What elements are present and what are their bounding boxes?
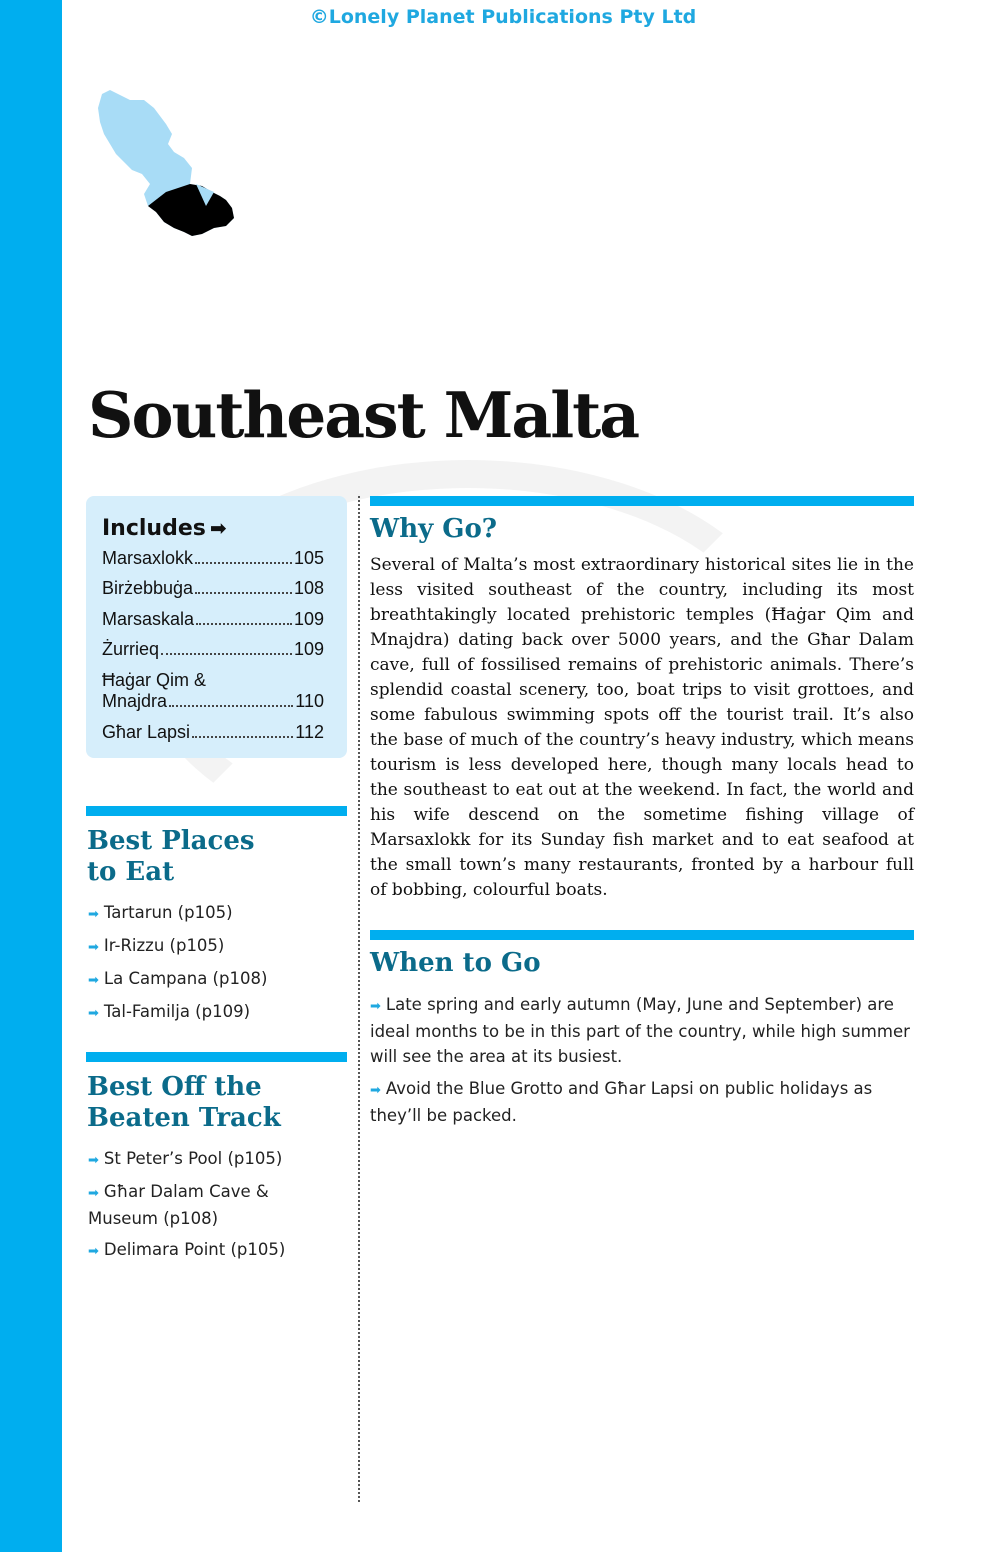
best-off-heading-line2: Beaten Track [87, 1103, 281, 1133]
includes-item-page: 105 [293, 548, 324, 568]
list-item[interactable] [88, 1146, 348, 1173]
column-divider [358, 496, 360, 1502]
includes-item-name: Marsaskala [102, 609, 195, 629]
best-eat-heading-line2: to Eat [87, 857, 175, 887]
includes-item-page: 112 [295, 722, 324, 742]
list-item[interactable] [370, 992, 914, 1069]
page-title: Southeast Malta [88, 378, 639, 452]
list-item-text: Ir-Rizzu (p105) [103, 936, 225, 955]
when-to-go-heading: When to Go [370, 948, 541, 978]
list-item[interactable] [88, 1237, 348, 1264]
list-item[interactable] [88, 933, 348, 960]
list-item-text: St Peter’s Pool (p105) [103, 1149, 283, 1168]
includes-item[interactable] [102, 639, 324, 660]
includes-item-name: Żurrieq [102, 639, 160, 659]
best-off-heading-line1: Best Off the [87, 1072, 262, 1102]
arrow-right-icon: ➡ [88, 1186, 99, 1201]
list-item-text: Delimara Point (p105) [103, 1240, 286, 1259]
arrow-right-icon: ➡ [370, 1083, 381, 1098]
list-item-text: Għar Dalam Cave & Museum (p108) [88, 1182, 269, 1228]
best-eat-heading [87, 826, 347, 888]
section-rule [370, 496, 914, 506]
section-rule [86, 1052, 347, 1062]
includes-item-name: Mnajdra [102, 691, 168, 711]
arrow-right-icon: ➡ [88, 973, 99, 988]
list-item[interactable] [88, 900, 348, 927]
arrow-right-icon: ➡ [88, 1244, 99, 1259]
arrow-right-icon: ➡ [370, 999, 381, 1014]
includes-item-name: Għar Lapsi [102, 722, 191, 742]
includes-item-page: 108 [293, 578, 324, 598]
list-item-text: La Campana (p108) [103, 969, 268, 988]
includes-heading [102, 516, 227, 541]
includes-item-page: 109 [293, 609, 324, 629]
section-rule [86, 806, 347, 816]
arrow-right-icon: ➡ [88, 1153, 99, 1168]
best-off-heading [87, 1072, 347, 1134]
includes-item[interactable] [102, 722, 324, 743]
list-item-text: Tal-Familja (p109) [103, 1002, 251, 1021]
includes-item-name-line1: Ħaġar Qim & [102, 670, 207, 690]
includes-item-page: 109 [293, 639, 324, 659]
list-item-text: Tartarun (p105) [103, 903, 233, 922]
arrow-right-icon: ➡ [88, 940, 99, 955]
arrow-right-icon: ➡ [209, 516, 227, 540]
copyright-notice: ©Lonely Planet Publications Pty Ltd [309, 6, 697, 28]
list-item-text: Avoid the Blue Grotto and Għar Lapsi on public holidays as they’ll be packed. [370, 1079, 873, 1125]
includes-item[interactable] [102, 548, 324, 569]
list-item-text: Late spring and early autumn (May, June and September) are ideal months to be in this part of the country, while high summer will see the area at its busiest. [370, 995, 910, 1066]
includes-item-name: Marsaxlokk [102, 548, 194, 568]
list-item[interactable] [370, 1076, 914, 1128]
includes-item-page: 110 [295, 691, 324, 711]
why-go-text: Several of Malta’s most extraordinary historical sites lie in the less visited southeast of the country, including its most breathtakingly located prehistoric temples (Ħaġar Qim and Mnajdra) dating back over 5000 years, and the Għar Dalam cave, full of fossilised remains of prehistoric animals. There’s splendid coastal scenery, too, boat trips to visit grottoes, and some fabulous swimming spots off the tourist trail. It’s also the base of much of the country’s heavy industry, which means tourism is less developed here, though many locals head to the southeast to eat out at the weekend. In fact, the world and his wife descend on the sometime fishing village of Marsaxlokk for its Sunday fish market and to eat seafood at the small town’s many restaurants, fronted by a harbour full of bobbing, colourful boats. [370, 555, 914, 900]
includes-box [86, 496, 347, 758]
includes-item[interactable] [102, 578, 324, 599]
includes-item[interactable] [102, 670, 324, 712]
malta-map-icon [96, 88, 268, 240]
why-go-heading: Why Go? [370, 514, 498, 544]
arrow-right-icon: ➡ [88, 907, 99, 922]
section-rule [370, 930, 914, 940]
includes-heading-label: Includes [102, 516, 206, 541]
side-color-bar [0, 0, 62, 1552]
list-item[interactable] [88, 999, 348, 1026]
list-item[interactable] [88, 966, 348, 993]
includes-item-name: Birżebbuġa [102, 578, 194, 598]
includes-item[interactable] [102, 609, 324, 630]
best-eat-heading-line1: Best Places [87, 826, 255, 856]
arrow-right-icon: ➡ [88, 1006, 99, 1021]
list-item[interactable] [88, 1179, 308, 1231]
